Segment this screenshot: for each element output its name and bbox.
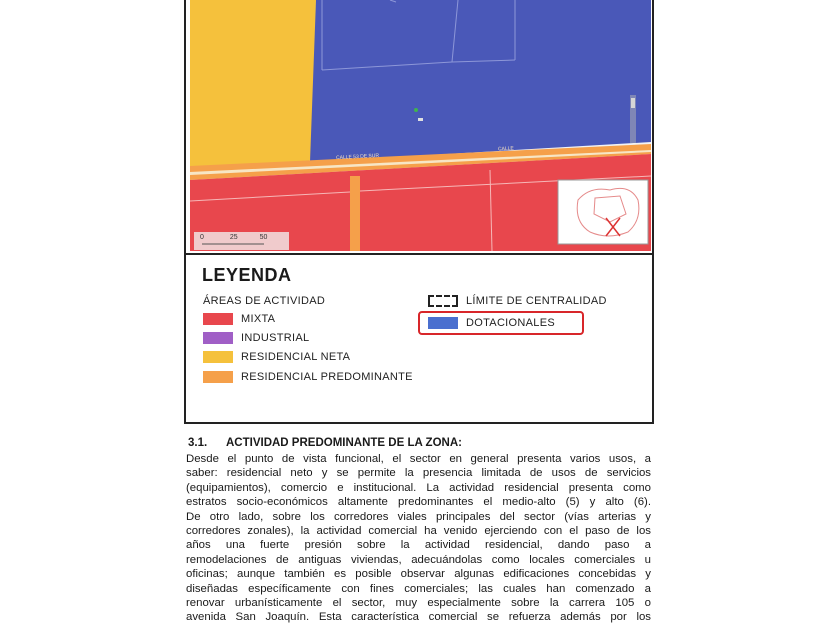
section-heading [188, 437, 462, 449]
paragraph-line: De otro lado, sobre los corredores viales principales del sector (vías arterias y [186, 510, 651, 523]
paragraph-line: avenida San Joaquín. Esta característica comercial se refuerza además por los [186, 611, 651, 624]
paragraph-line: renovar urbanísticamente el sector, muy especialmente sobre la carrera 105 o [186, 597, 651, 610]
map-legend-divider [186, 253, 652, 255]
paragraph-line: diseñadas específicamente con fines comerciales; las cuales han comenzado a [186, 582, 651, 595]
swatch-industrial [203, 332, 233, 344]
scale-label: 0 [200, 234, 204, 241]
legend-item-limite-centralidad [428, 295, 607, 307]
legend-item-mixta [203, 313, 275, 325]
street-label: CALLE [497, 145, 514, 153]
paragraph-line: remodelaciones de antiguas viviendas, adecuándolas como locales comerciales u [186, 553, 651, 566]
scale-label: 50 [259, 234, 268, 241]
section-title: ACTIVIDAD PREDOMINANTE DE LA ZONA: [226, 437, 462, 449]
paragraph-line: oficinas; aunque también es posible observar algunas edificaciones concebidas y [186, 568, 651, 581]
paragraph-line: (equipamientos), comercio e institucional. La actividad residencial presenta como [186, 481, 651, 494]
section-number: 3.1. [188, 437, 208, 449]
paragraph-line: años una fuerte presión sobre la actividad residencial, dando paso a [186, 539, 651, 552]
swatch-dotacionales [428, 317, 458, 329]
paragraph-line: saber: residencial neto y se permite la presencia limitada de usos de servicios [186, 467, 651, 480]
legend-item-industrial [203, 332, 309, 344]
swatch-residencial-predominante [203, 371, 233, 383]
street-label: CALLE 53 DE SUR [335, 152, 380, 162]
legend-label: MIXTA [241, 313, 276, 325]
section-body [186, 452, 651, 625]
legend-item-dotacionales [428, 317, 555, 329]
legend-label: LÍMITE DE CENTRALIDAD [466, 295, 607, 307]
paragraph-line: estratos socio-económicos altamente predominantes el medio-alto (5) y alto (6). [186, 496, 651, 509]
legend-label: DOTACIONALES [466, 317, 555, 329]
swatch-mixta [203, 313, 233, 325]
legend-label: RESIDENCIAL NETA [241, 351, 351, 363]
legend-item-residencial-predominante [203, 371, 413, 383]
legend-title: LEYENDA [202, 265, 292, 285]
legend-label: RESIDENCIAL PREDOMINANTE [241, 371, 413, 383]
swatch-residencial-neta [203, 351, 233, 363]
legend-item-residencial-neta [203, 351, 350, 363]
paragraph-line: Desde el punto de vista funcional, el sector en general presenta varios usos, a [186, 453, 651, 465]
scale-label: 25 [229, 234, 238, 241]
swatch-dashed-boundary [428, 295, 458, 307]
paragraph-line: corredores zonales), la actividad comercial ha venido ejerciendo con el paso de los [186, 525, 651, 538]
legend-subtitle: ÁREAS DE ACTIVIDAD [203, 295, 326, 307]
legend-label: INDUSTRIAL [241, 332, 310, 344]
